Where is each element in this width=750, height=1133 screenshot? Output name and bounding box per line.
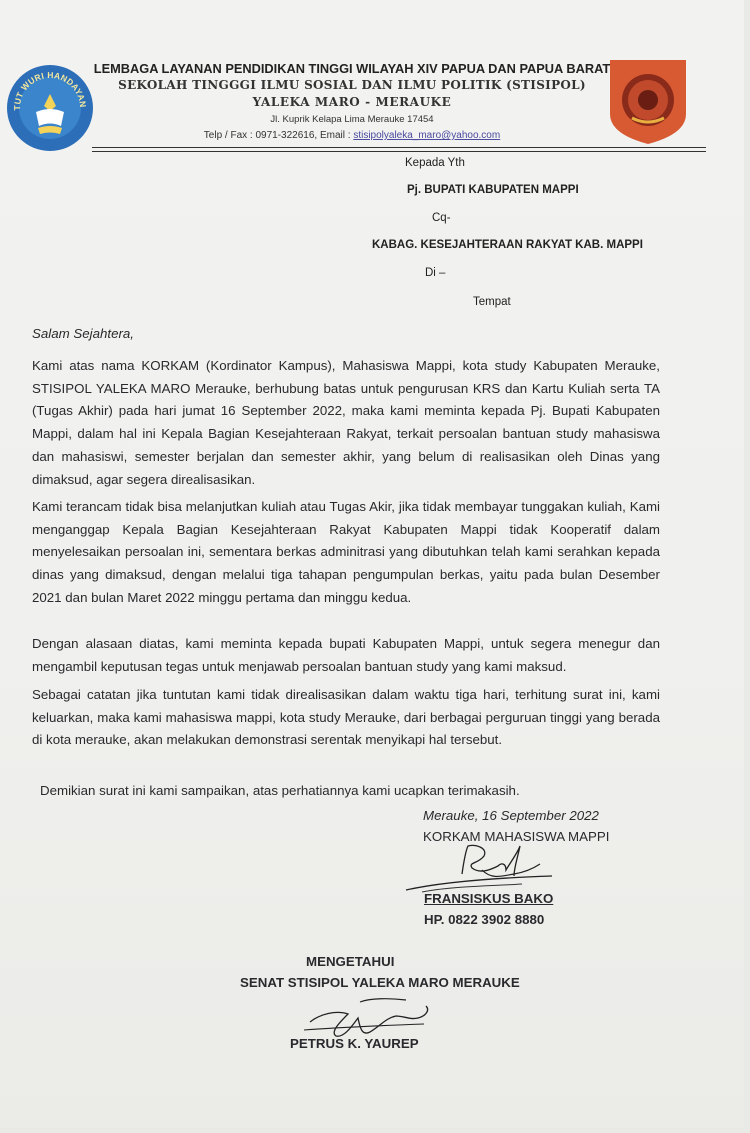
- header-rule: [92, 147, 706, 148]
- letterhead-address: Jl. Kuprik Kelapa Lima Merauke 17454: [270, 114, 434, 125]
- recipient-cq: Cq-: [432, 212, 451, 224]
- tut-wuri-handayani-logo: [6, 64, 94, 152]
- stisipol-logo: [604, 56, 692, 146]
- signer2-name: PETRUS K. YAUREP: [290, 1036, 419, 1051]
- letterhead-school: SEKOLAH TINGGGI ILMU SOSIAL DAN ILMU POLITIK (STISIPOL): [118, 78, 586, 92]
- contact-phone: Telp / Fax : 0971-322616, Email :: [203, 130, 354, 141]
- place-date: Merauke, 16 September 2022: [423, 808, 599, 823]
- body-paragraph-4: Sebagai catatan jika tuntutan kami tidak direalisasikan dalam waktu tiga hari, terhitung surat ini, kami keluarkan, maka kami mahasiswa mappi, kota study Merauke, dari berbagai perguruan tinggi yang berada di kota merauke, akan melakukan demonstrasi serentak menyikapi hal tersebut.: [32, 687, 660, 748]
- letterhead-institution: LEMBAGA LAYANAN PENDIDIKAN TINGGI WILAYAH XIV PAPUA DAN PAPUA BARAT: [93, 61, 611, 76]
- signer1-phone: HP. 0822 3902 8880: [424, 912, 545, 927]
- header-rule-thin: [92, 151, 706, 152]
- letterhead-campus: YALEKA MARO - MERAUKE: [252, 95, 452, 109]
- recipient-dept: KABAG. KESEJAHTERAAN RAKYAT KAB. MAPPI: [372, 239, 643, 251]
- signer2-org: SENAT STISIPOL YALEKA MARO MERAUKE: [240, 975, 520, 990]
- letterhead-contact: [92, 130, 612, 141]
- salutation: Salam Sejahtera,: [32, 326, 134, 341]
- svg-text:TUT WURI HANDAYANI: TUT WURI HANDAYAN: [11, 69, 89, 111]
- recipient-tempat: Tempat: [473, 296, 511, 308]
- signer1-name: FRANSISKUS BAKO: [424, 891, 554, 906]
- signer1-title: KORKAM MAHASISWA MAPPI: [423, 829, 610, 844]
- closing-line: Demikian surat ini kami sampaikan, atas perhatiannya kami ucapkan terimakasih.: [40, 783, 520, 798]
- body-paragraph-2: Kami terancam tidak bisa melanjutkan kuliah atau Tugas Akir, jika tidak membayar tunggakan kuliah, Kami menganggap Kepala Bagian Kesejahteraan Rakyat Kabupaten Mappi tidak Kooperatif dalam menyelesaikan persoalan ini, sementara berkas adminitrasi yang dibutuhkan telah kami serahkan kepada dinas yang dimaksud, dengan melalui tiga tahapan pengumpulan berkas, yaitu pada bulan Desember 2021 dan bulan Maret 2022 minggu pertama dan minggu kedua.: [32, 499, 660, 605]
- recipient-di: Di –: [425, 267, 446, 279]
- recipient-kepada: Kepada Yth: [405, 157, 465, 169]
- contact-email: stisipolyaleka_maro@yahoo.com: [353, 130, 501, 141]
- body-paragraph-3: Dengan alasaan diatas, kami meminta kepada bupati Kabupaten Mappi, untuk segera menegur dan mengambil keputusan tegas untuk menjawab persoalan bantuan study yang kami maksud.: [32, 636, 660, 674]
- signer2-title: MENGETAHUI: [306, 954, 395, 969]
- body-paragraph-1: Kami atas nama KORKAM (Kordinator Kampus), Mahasiswa Mappi, kota study Kabupaten Merauke, STISIPOL YALEKA MARO Merauke, berhubung batas untuk pengurusan KRS dan Kartu Kuliah serta TA (Tugas Akhir) pada hari jumat 16 September 2022, maka kami meminta kepada Pj. Bupati Kabupaten Mappi, dalam hal ini Kepala Bagian Kesejahteraan Rakyat, terkait persoalan bantuan study mahasiswa dan mahasiswi, semester berjalan dan semester akhir, yang belum di realisasikan oleh Dinas yang dimaksud, agar segera direalisasikan.: [32, 358, 660, 487]
- recipient-name: Pj. BUPATI KABUPATEN MAPPI: [407, 184, 579, 196]
